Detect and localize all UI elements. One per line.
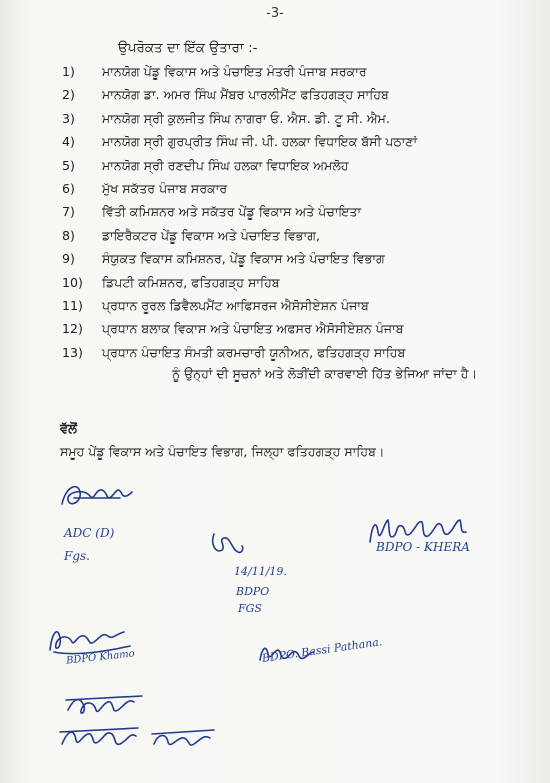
item-number: 6)	[62, 180, 75, 196]
list-item	[62, 158, 532, 181]
bdpo-fgs-designation: BDPO	[236, 585, 270, 598]
list-item	[62, 345, 532, 368]
item-text: ਡਿਪਟੀ ਕਮਿਸ਼ਨਰ, ਫਤਿਹਗੜ੍ਹ ਸਾਹਿਬ	[102, 274, 280, 290]
list-item	[62, 87, 532, 110]
list-item	[62, 228, 532, 251]
item-text: ਮਾਨਯੋਗ ਸ੍ਰੀ ਰਣਦੀਪ ਸਿੰਘ ਹਲਕਾ ਵਿਧਾਇਕ ਅਮਲੋਹ	[102, 157, 349, 173]
item-number: 5)	[62, 157, 75, 173]
bdpo-fgs-signature-scribble	[206, 528, 246, 562]
item-text: ਡਾਇਰੈਕਟਰ ਪੇਂਡੂ ਵਿਕਾਸ ਅਤੇ ਪੰਚਾਇਤ ਵਿਭਾਗ,	[102, 227, 320, 243]
item-text: ਵਿੱਤੀ ਕਮਿਸ਼ਨਰ ਅਤੇ ਸਕੱਤਰ ਪੇਂਡੂ ਵਿਕਾਸ ਅਤੇ ਪੰਚਾਇਤਾ	[102, 204, 362, 220]
forwarding-note: ਨੂੰ ਉਨ੍ਹਾਂ ਦੀ ਸੂਚਨਾਂ ਅਤੇ ਲੋੜੀਂਦੀ ਕਾਰਵਾਈ ਹਿੱਤ ਭੇਜਿਆ ਜਾਂਦਾ ਹੈ।	[172, 366, 478, 381]
item-text: ਮਾਨਯੋਗ ਡਾ. ਅਮਰ ਸਿੰਘ ਮੈਂਬਰ ਪਾਰਲੀਮੈਂਟ ਫਤਿਹਗੜ੍ਹ ਸਾਹਿਬ	[102, 87, 389, 103]
item-text: ਪ੍ਰਧਾਨ ਰੂਰਲ ਡਿਵੈਲਪਮੈਂਟ ਆਫਿਸਰਜ ਐਸੋਸੀਏਸ਼ਨ ਪੰਜਾਬ	[102, 297, 369, 313]
item-number: 13)	[62, 344, 83, 360]
item-number: 7)	[62, 204, 75, 220]
page-number: -3-	[266, 6, 284, 21]
bdpo-fgs-date: 14/11/19.	[234, 565, 287, 578]
item-number: 9)	[62, 251, 75, 267]
item-text: ਪ੍ਰਧਾਨ ਪੰਚਾਇਤ ਸੰਮਤੀ ਕਰਮਚਾਰੀ ਯੂਨੀਅਨ, ਫਤਿਹਗੜ੍ਹ ਸਾਹਿਬ	[102, 344, 406, 360]
item-number: 1)	[62, 64, 75, 79]
bdpo-fgs-location: FGS	[238, 602, 262, 615]
item-number: 10)	[62, 274, 83, 290]
item-text: ਮਾਨਯੋਗ ਸ੍ਰੀ ਕੁਲਜੀਤ ਸਿੰਘ ਨਾਗਰਾ ਓ. ਐਸ. ਡੀ. ਟੂ ਸੀ. ਐਮ.	[102, 110, 390, 126]
item-text: ਮੁੱਖ ਸਕੱਤਰ ਪੰਜਾਬ ਸਰਕਾਰ	[102, 180, 228, 196]
recipient-list	[62, 64, 532, 368]
from-office: ਸਮੂਹ ਪੇਂਡੂ ਵਿਕਾਸ ਅਤੇ ਪੰਚਾਇਤ ਵਿਭਾਗ, ਜਿਲ੍ਹਾ ਫਤਿਹਗੜ੍ਹ ਸਾਹਿਬ।	[60, 444, 385, 459]
adc-signature-scribble	[56, 478, 136, 514]
item-number: 2)	[62, 87, 75, 103]
bdpo-khera-designation: BDPO - KHERA	[376, 540, 470, 554]
list-item	[62, 321, 532, 344]
item-text: ਸੰਯੁਕਤ ਵਿਕਾਸ ਕਮਿਸ਼ਨਰ, ਪੇਂਡੂ ਵਿਕਾਸ ਅਤੇ ਪੰਚਾਇਤ ਵਿਭਾਗ	[102, 251, 385, 267]
item-number: 11)	[62, 297, 83, 313]
copy-forwarded-heading: ਉਪਰੋਕਤ ਦਾ ਇੱਕ ਉਤਾਰਾ :-	[118, 40, 258, 56]
item-number: 4)	[62, 134, 75, 150]
bdpo-bassi-designation: BDPO. Bassi Pathana.	[261, 635, 384, 665]
bdpo-khamo-designation: BDPO Khamo	[65, 648, 136, 667]
list-item	[62, 181, 532, 204]
item-number: 8)	[62, 227, 75, 243]
item-text: ਪ੍ਰਧਾਨ ਬਲਾਕ ਵਿਕਾਸ ਅਤੇ ਪੰਚਾਇਤ ਅਫਸਰ ਐਸੋਸੀਏਸ਼ਨ ਪੰਜਾਬ	[102, 321, 404, 337]
list-item	[62, 134, 532, 157]
item-text: ਮਾਨਯੋਗ ਸ੍ਰੀ ਗੁਰਪ੍ਰੀਤ ਸਿੰਘ ਜੀ. ਪੀ. ਹਲਕਾ ਵਿਧਾਇਕ ਬੱਸੀ ਪਠਾਣਾਂ	[102, 134, 418, 150]
list-item	[62, 64, 532, 87]
punjabi-signature-scribble	[58, 688, 218, 762]
item-number: 12)	[62, 321, 83, 337]
item-number: 3)	[62, 110, 75, 126]
list-item	[62, 204, 532, 227]
from-label: ਵੱਲੋਂ	[60, 422, 77, 437]
list-item	[62, 111, 532, 134]
adc-designation: ADC (D)	[64, 526, 115, 540]
item-text: ਮਾਨਯੋਗ ਪੇਂਡੂ ਵਿਕਾਸ ਅਤੇ ਪੰਚਾਇਤ ਮੰਤਰੀ ਪੰਜਾਬ ਸਰਕਾਰ	[102, 64, 367, 79]
list-item	[62, 251, 532, 274]
list-item	[62, 298, 532, 321]
list-item	[62, 275, 532, 298]
adc-location: Fgs.	[64, 549, 90, 563]
